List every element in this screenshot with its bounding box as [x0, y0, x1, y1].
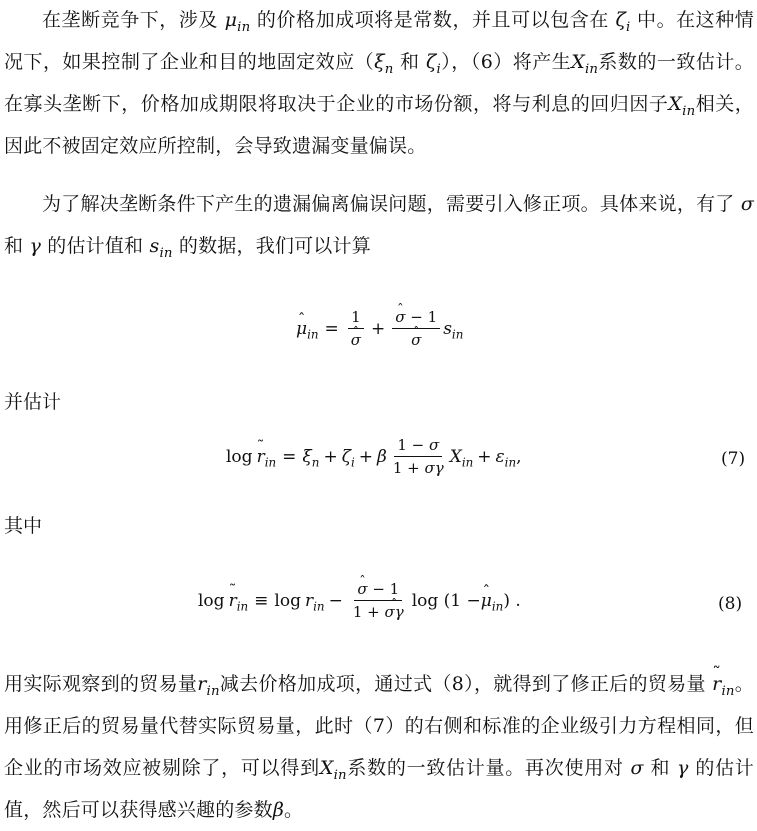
text-segment: 的估计值，然后可以获得感兴趣的参数 — [4, 757, 755, 821]
text-segment: 。用修正后的贸易量代替实际贸易量，此时（7）的右侧和标准的企业级引力方程相同，但企业的市场效应被剔除了，可以得到 — [4, 673, 754, 779]
math-zeta-i: $\zeta_i$ — [426, 51, 441, 77]
paragraph-corrected-trade — [4, 663, 754, 831]
math-mu-in: $\mu_{in}$ — [224, 9, 251, 35]
text-segment: 中。在这种情况下，如果控制了企业和目的地固定效应（ — [4, 9, 754, 73]
math-sigma: σ — [630, 757, 644, 779]
text-segment: ），（6）将产生 — [441, 51, 572, 73]
math-r-in: $r_{in}$ — [197, 673, 220, 699]
text-segment: 和 — [393, 51, 427, 73]
math-sigma: σ — [740, 193, 754, 215]
math-x-in: $X_{in}$ — [319, 757, 347, 783]
text-segment: 的数据，我们可以计算 — [172, 235, 371, 257]
text-segment: 系数的一致估计。在寡头垄断下，价格加成期限将取决于企业的市场份额，将与利息的回归因子 — [4, 51, 754, 115]
math-xi-n: $\xi_n$ — [374, 51, 394, 77]
text-segment: 减去价格加成项，通过式（8），就得到了修正后的贸易量 — [219, 673, 713, 695]
text-segment: 和 — [643, 757, 677, 779]
math-gamma: γ — [676, 757, 689, 779]
math-r-tilde-in: ˜ $r_{in}$ — [712, 673, 735, 695]
math-x-in: $X_{in}$ — [668, 93, 696, 119]
text-segment: 系数的一致估计量。再次使用对 — [346, 757, 631, 779]
equation-mu-hat: ˆ $\mu_{in}$ = 1 ˆ σ + ˆ σ − 1 ˆ σ $s_{in}$ — [296, 308, 463, 349]
math-gamma: γ — [29, 235, 42, 257]
text-segment: 的估计值和 — [41, 235, 150, 257]
label-where: 其中 — [4, 515, 43, 537]
equation-8: log ˜ $r_{in}$ ≡ log $r_{in}$ − ˆ $\frac{\sigma - 1}{\text{1 + ˆ σγ}}$ log (1 − ˆ $\mu_{in}$ ) . — [198, 580, 521, 621]
equation-7-number: (7) — [721, 449, 746, 469]
math-s-in: $s_{in}$ — [149, 235, 173, 261]
text-segment: 相关，因此不被固定效应所控制，会导致遗漏变量偏误。 — [4, 93, 754, 157]
math-beta: β — [272, 799, 284, 821]
equation-8-number: (8) — [718, 594, 743, 614]
text-segment: 。 — [284, 799, 304, 821]
paragraph-correction-term — [4, 183, 754, 267]
math-zeta-i: $\zeta_i$ — [615, 9, 631, 35]
equation-7: log ˜ $r_{in}$ = $\xi_n$ + $\zeta_i$ + β $\frac{1 - \sigma}{1 + \sigma\gamma}$ $X_{in}$ + $\varepsilon_{in}$ , — [226, 436, 522, 477]
text-segment: 用实际观察到的贸易量 — [4, 673, 198, 695]
math-x-in: $X_{in}$ — [571, 51, 599, 77]
text-segment: 在垄断竞争下，涉及 — [42, 9, 225, 31]
text-segment: 为了解决垄断条件下产生的遗漏偏离偏误问题，需要引入修正项。具体来说，有了 — [42, 193, 741, 215]
text-segment: 的价格加成项将是常数，并且可以包含在 — [250, 9, 616, 31]
text-segment: 和 — [4, 235, 30, 257]
label-estimate: 并估计 — [4, 391, 62, 413]
paragraph-markup-constant — [4, 0, 754, 167]
